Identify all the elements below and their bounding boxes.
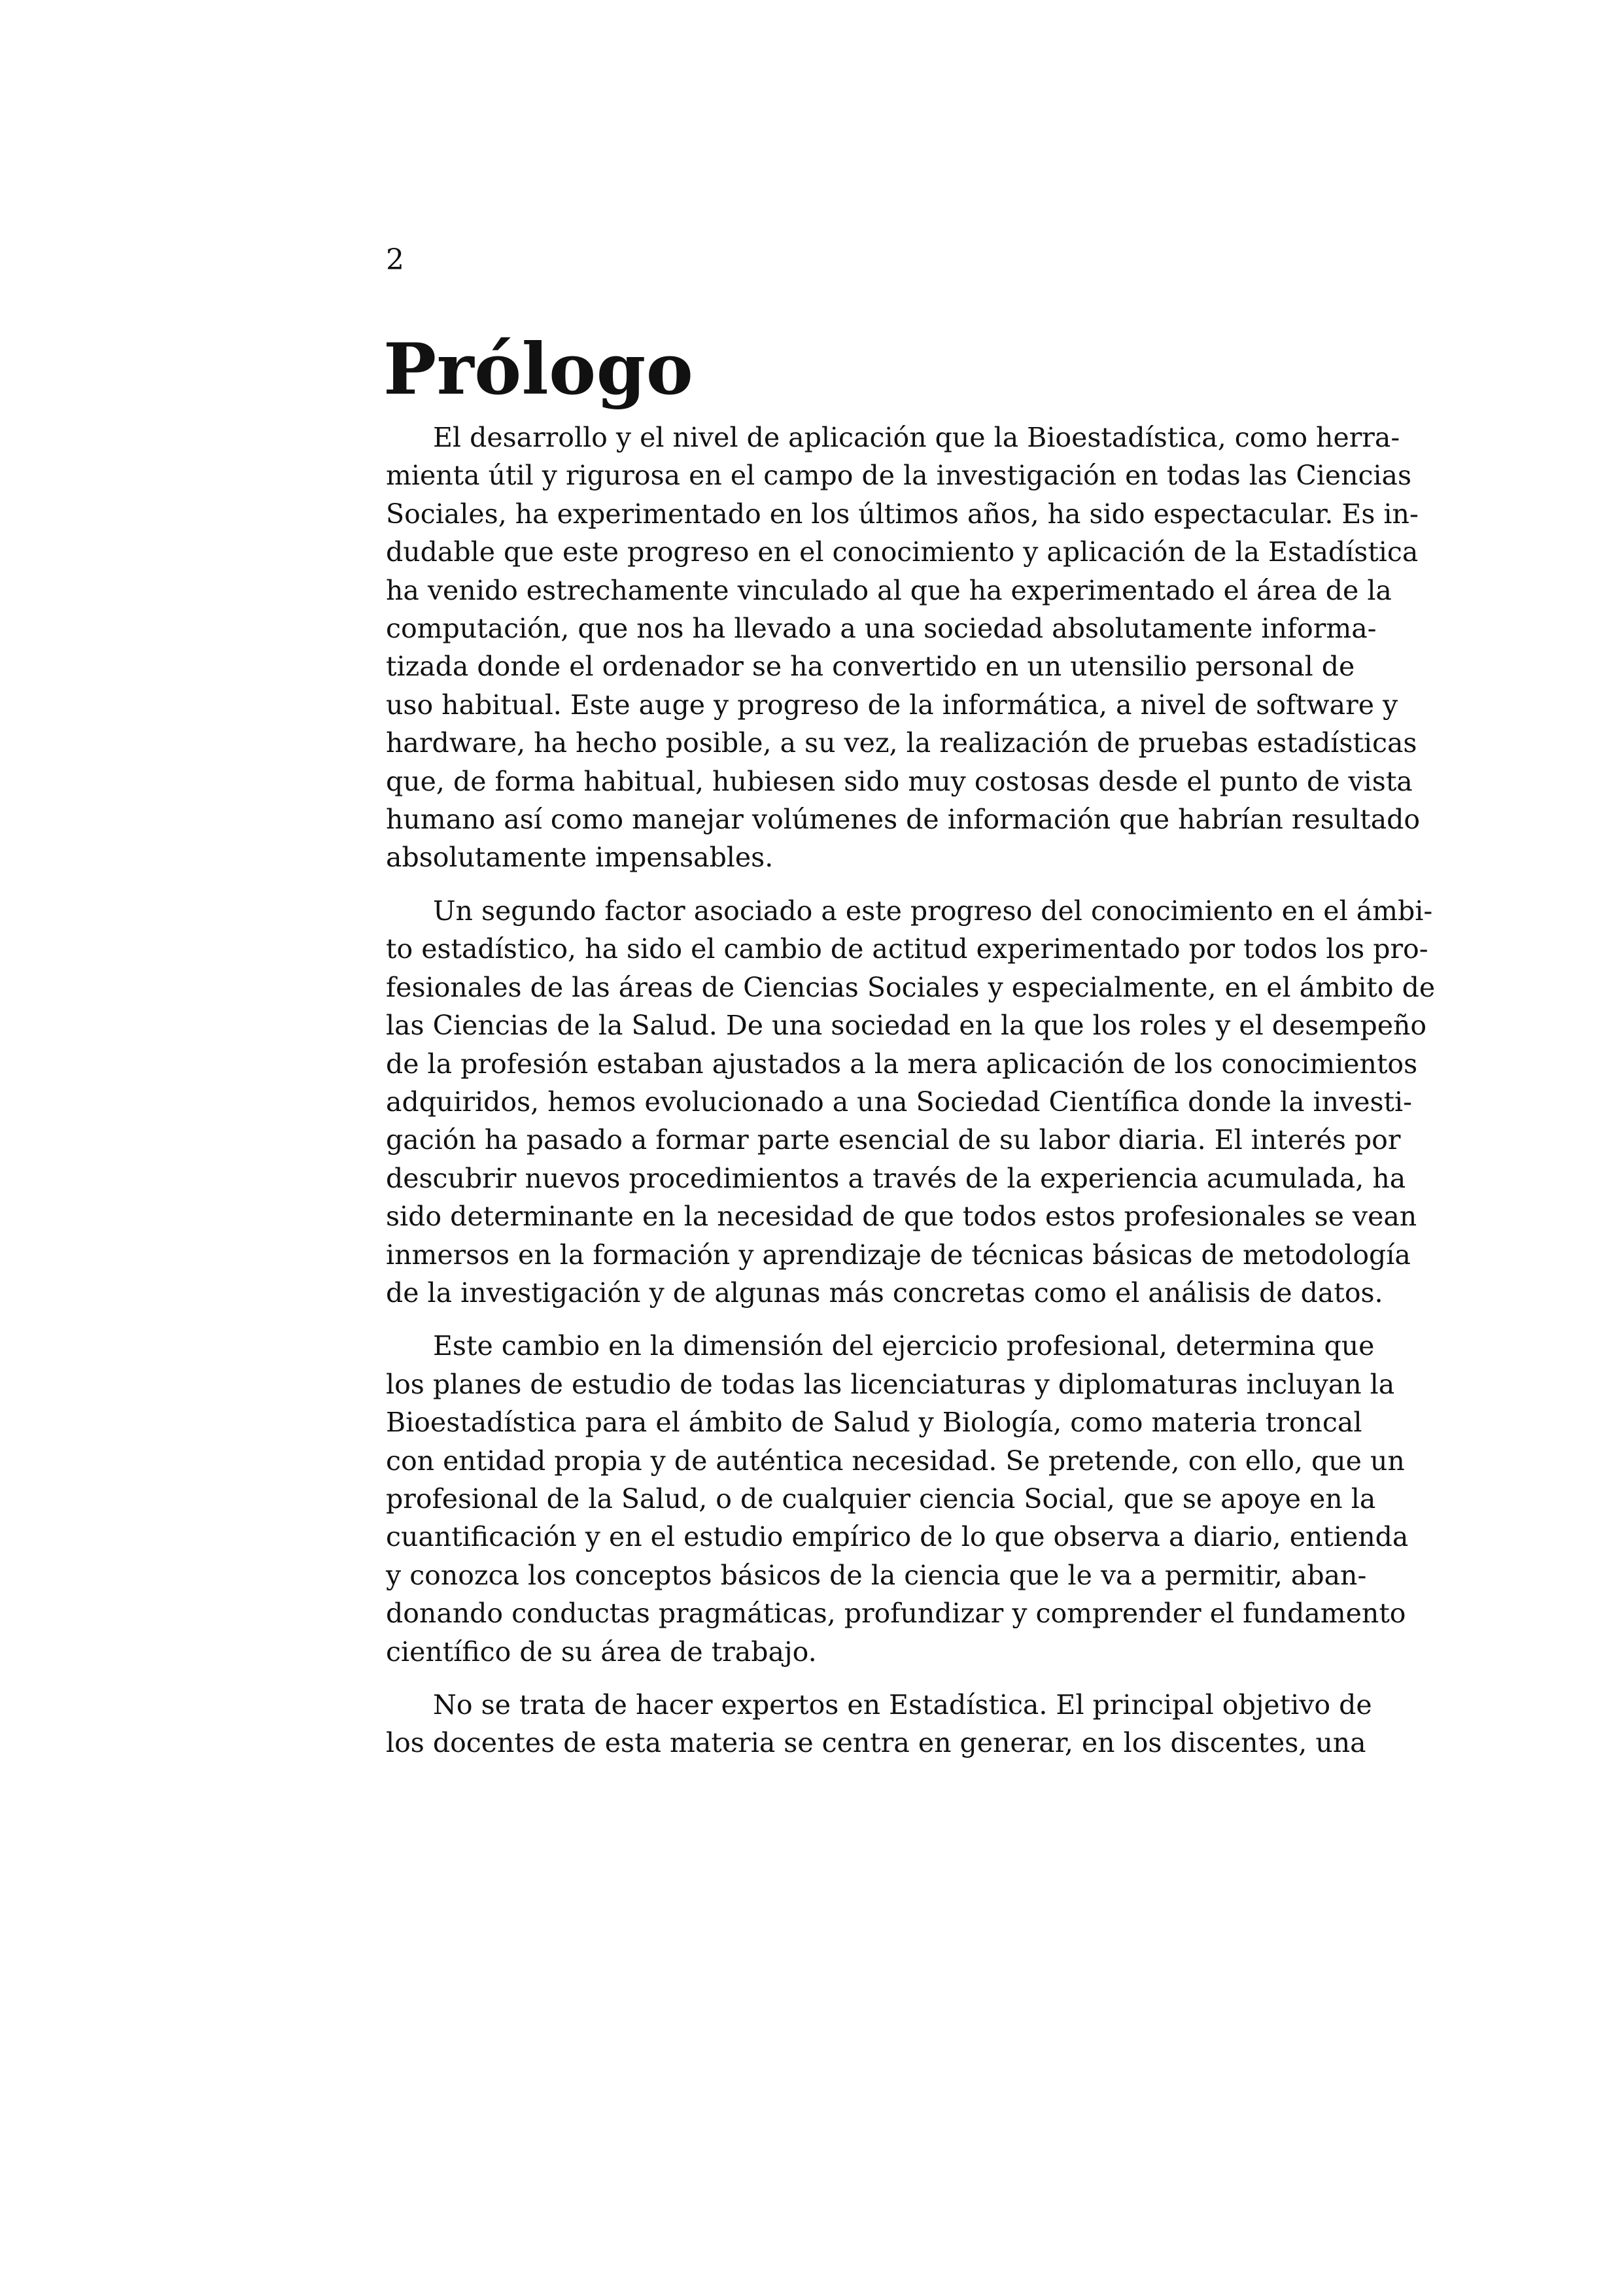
- text-line: sido determinante en la necesidad de que todos estos profesionales se vean: [386, 1201, 1417, 1233]
- text-line: to estadístico, ha sido el cambio de actitud experimentado por todos los pro-: [386, 933, 1428, 965]
- text-line: ha venido estrechamente vinculado al que ha experimentado el área de la: [386, 574, 1392, 606]
- text-line: humano así como manejar volúmenes de información que habrían resultado: [386, 804, 1421, 836]
- paragraph: [386, 1686, 1372, 1762]
- paragraph: [386, 419, 1421, 877]
- paragraph: [386, 892, 1436, 1312]
- text-line: inmersos en la formación y aprendizaje de técnicas básicas de metodología: [386, 1239, 1411, 1271]
- text-line: Bioestadística para el ámbito de Salud y Biología, como materia troncal: [386, 1407, 1362, 1439]
- text-line: los planes de estudio de todas las licenciaturas y diplomaturas incluyan la: [386, 1368, 1395, 1400]
- text-line: cuantificación y en el estudio empírico de lo que observa a diario, entienda: [386, 1521, 1409, 1553]
- text-line: las Ciencias de la Salud. De una sociedad en la que los roles y el desempeño: [386, 1010, 1427, 1042]
- text-line: con entidad propia y de auténtica necesidad. Se pretende, con ello, que un: [386, 1445, 1405, 1477]
- text-line: El desarrollo y el nivel de aplicación que la Bioestadística, como herra-: [433, 422, 1400, 453]
- text-line: y conozca los conceptos básicos de la ciencia que le va a permitir, aban-: [386, 1559, 1367, 1591]
- text-line: donando conductas pragmáticas, profundizar y comprender el fundamento: [386, 1598, 1406, 1630]
- text-line: de la profesión estaban ajustados a la mera aplicación de los conocimientos: [386, 1048, 1418, 1080]
- text-line: gación ha pasado a formar parte esencial de su labor diaria. El interés por: [386, 1124, 1401, 1156]
- text-line: absolutamente impensables.: [386, 842, 774, 874]
- text-line: adquiridos, hemos evolucionado a una Sociedad Científica donde la investi-: [386, 1086, 1412, 1118]
- text-line: científico de su área de trabajo.: [386, 1636, 817, 1668]
- text-line: Un segundo factor asociado a este progreso del conocimiento en el ámbi-: [433, 895, 1433, 927]
- text-line: fesionales de las áreas de Ciencias Sociales y especialmente, en el ámbito de: [386, 971, 1436, 1003]
- text-line: hardware, ha hecho posible, a su vez, la realización de pruebas estadísticas: [386, 727, 1417, 759]
- text-line: mienta útil y rigurosa en el campo de la investigación en todas las Ciencias: [386, 460, 1412, 492]
- paragraph: [386, 1327, 1409, 1671]
- text-line: profesional de la Salud, o de cualquier ciencia Social, que se apoye en la: [386, 1482, 1376, 1515]
- text-line: Sociales, ha experimentado en los últimos años, ha sido espectacular. Es in-: [386, 498, 1419, 530]
- text-line: los docentes de esta materia se centra en generar, en los discentes, una: [386, 1727, 1366, 1759]
- text-line: uso habitual. Este auge y progreso de la informática, a nivel de software y: [386, 689, 1398, 721]
- text-line: de la investigación y de algunas más concretas como el análisis de datos.: [386, 1277, 1383, 1309]
- body-text: [386, 419, 1436, 1777]
- text-line: tizada donde el ordenador se ha convertido en un utensilio personal de: [386, 651, 1355, 683]
- page-number: 2: [386, 243, 404, 277]
- text-line: dudable que este progreso en el conocimiento y aplicación de la Estadística: [386, 536, 1419, 568]
- text-line: No se trata de hacer expertos en Estadística. El principal objetivo de: [433, 1689, 1372, 1721]
- text-line: Este cambio en la dimensión del ejercicio profesional, determina que: [433, 1330, 1375, 1362]
- text-line: descubrir nuevos procedimientos a través de la experiencia acumulada, ha: [386, 1162, 1406, 1194]
- chapter-title: Prólogo: [383, 328, 694, 411]
- text-line: computación, que nos ha llevado a una sociedad absolutamente informa-: [386, 613, 1377, 645]
- text-line: que, de forma habitual, hubiesen sido muy costosas desde el punto de vista: [386, 765, 1413, 797]
